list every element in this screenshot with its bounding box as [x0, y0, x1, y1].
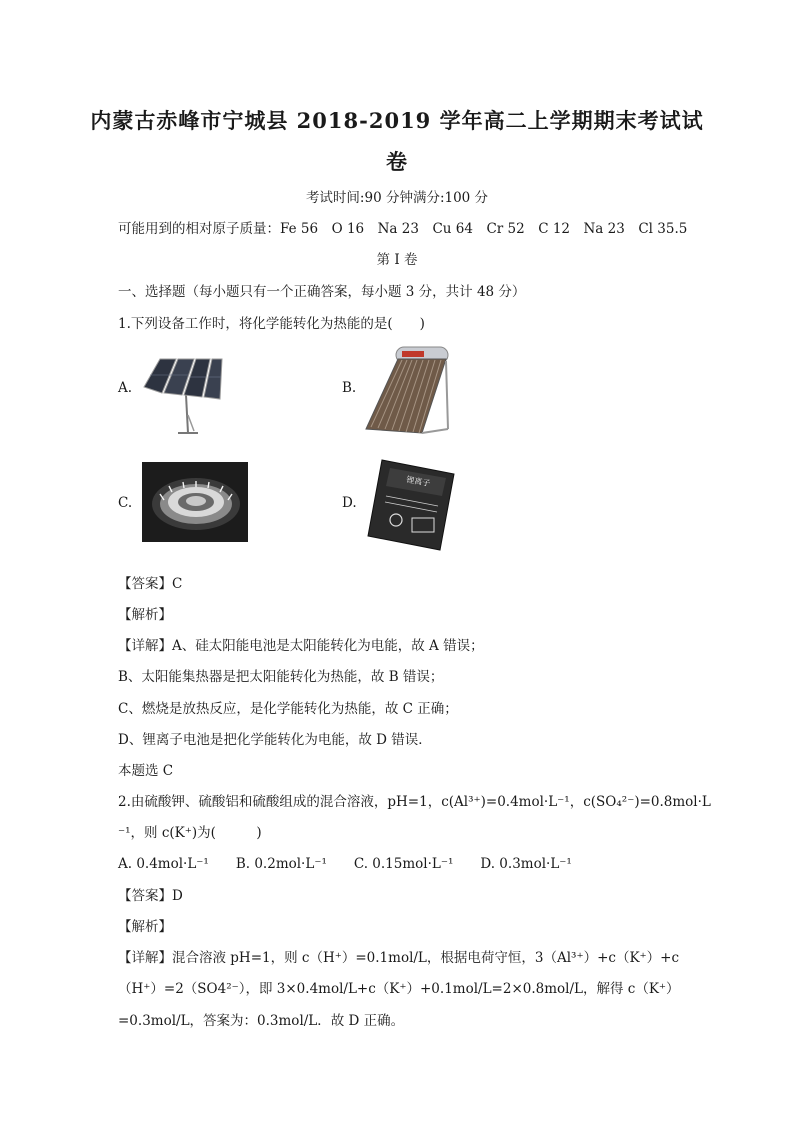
option-a-label: A. [118, 380, 133, 396]
solar-panel-icon [142, 355, 224, 437]
q2-answer: 【答案】D [118, 888, 183, 904]
exam-info: 考试时间:90 分钟满分:100 分 [305, 190, 489, 206]
battery-label-text: 锂离子 [405, 475, 431, 489]
q2-analysis-heading: 【解析】 [118, 919, 172, 935]
option-c-label: C. [118, 495, 133, 511]
q1-detail: 【详解】A、硅太阳能电池是太阳能转化为电能，故 A 错误； [118, 638, 484, 654]
question-1-stem: 1.下列设备工作时，将化学能转化为热能的是( ) [118, 316, 425, 332]
q2-detail-line-1: 【详解】混合溶液 pH=1，则 c（H⁺）=0.1mol/L，根据电荷守恒，3（Al³⁺）+c（K⁺）+c [118, 950, 680, 966]
q2-stem-part-b: c(Al³⁺)=0.4mol·L⁻¹，c(SO₄²⁻)=0.8mol·L [441, 794, 711, 810]
q1-detail-b: B、太阳能集热器是把太阳能转化为热能，故 B 错误； [118, 669, 444, 685]
atomic-mass-line: 可能用到的相对原子质量：Fe 56 O 16 Na 23 Cu 64 Cr 52 C 12 Na 23 Cl 35.5 [118, 221, 688, 237]
gas-burner-icon [142, 462, 248, 542]
q2-detail-line-2: （H⁺）=2（SO4²⁻），即 3×0.4mol/L+c（K⁺）+0.1mol/L=2×0.8mol/L，解得 c（K⁺） [118, 981, 680, 997]
q2-options: A. 0.4mol·L⁻¹ B. 0.2mol·L⁻¹ C. 0.15mol·L⁻¹ D. 0.3mol·L⁻¹ [118, 856, 572, 872]
q1-answer: 【答案】C [118, 576, 183, 592]
section-heading: 一、选择题（每小题只有一个正确答案，每小题 3 分，共计 48 分） [118, 284, 526, 300]
page-title-continued: 卷 [386, 149, 408, 174]
q1-detail-c: C、燃烧是放热反应，是化学能转化为热能，故 C 正确； [118, 701, 458, 717]
volume-heading: 第 I 卷 [376, 252, 418, 268]
q1-analysis-heading: 【解析】 [118, 607, 172, 623]
question-2-stem [118, 790, 711, 810]
q1-conclusion: 本题选 C [118, 763, 174, 779]
q2-stem-part-a: 2.由硫酸钾、硫酸铝和硫酸组成的混合溶液，pH=1， [118, 794, 442, 810]
page-title: 内蒙古赤峰市宁城县 2018-2019 学年高二上学期期末考试试 [90, 108, 704, 133]
q1-detail-d: D、锂离子电池是把化学能转化为电能，故 D 错误． [118, 732, 432, 748]
option-d-label: D. [342, 495, 357, 511]
solar-water-heater-icon [362, 343, 452, 435]
q2-stem-continued: ⁻¹，则 c(K⁺)为( ) [118, 825, 262, 841]
option-b-label: B. [342, 380, 357, 396]
battery-icon [364, 456, 460, 552]
q2-detail-line-3: =0.3mol/L，答案为：0.3mol/L．故 D 正确。 [118, 1013, 405, 1029]
